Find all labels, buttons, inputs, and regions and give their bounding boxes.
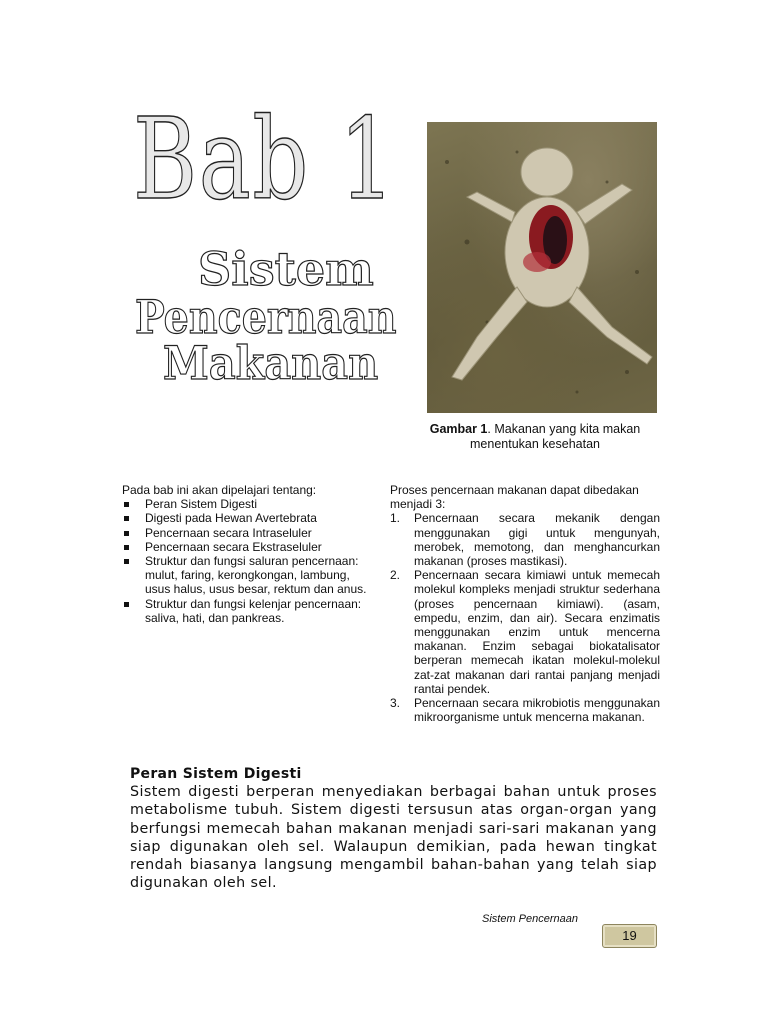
process-item [390,696,660,724]
digestion-process-list [390,483,660,724]
section [130,766,657,893]
topic-item: Struktur dan fungsi saluran pencernaan: mulut, faring, kerongkongan, lambung, usus halus, usus besar, rektum dan anus. [122,554,367,597]
topic-item: Pencernaan secara Ekstraseluler [122,540,367,554]
section-body: Sistem digesti berperan menyediakan berbagai bahan untuk proses metabolisme tubuh. Sistem digesti tersusun atas organ-organ yang berfungsi memecah bahan makanan menjadi sari-sari makanan yang siap digunakan oleh sel. Walaupun demikian, pada hewan tingkat rendah biasanya langsung mengambil bahan-bahan yang telah siap digunakan oleh sel. [130,784,657,892]
page-number: 19 [602,924,657,948]
section-heading: Peran Sistem Digesti [130,766,302,782]
topic-item: Pencernaan secara Intraseluler [122,526,367,540]
dissected-frog-photo-icon [427,122,657,413]
item-number: 2. [390,568,401,583]
figure-caption-text: . Makanan yang kita makan [487,422,641,436]
chapter-number: Bab 1 [133,95,397,225]
figure-label: Gambar 1 [429,422,488,436]
topic-item: Digesti pada Hewan Avertebrata [122,511,367,525]
process-item [390,568,660,696]
topic-item: Peran Sistem Digesti [122,497,367,511]
item-text: Pencernaan secara kimiawi untuk memecah molekul kompleks menjadi struktur sederhana (proses pencernaan kimiawi). (asam, empedu, enzim, dan air). Secara enzimatis menggunakan enzim untuk mencerna makanan. Enzim sebagai biokatalisator berperan memecah ikatan molekul-molekul zat-zat makanan dari rantai panjang menjadi rantai pendek. [414,568,660,696]
item-text: Pencernaan secara mekanik dengan menggunakan gigi untuk mengunyah, merobek, memotong, dan menghancurkan makanan (proses mastikasi). [414,511,660,569]
chapter-title-line: Sistem [198,242,374,296]
item-number: 1. [390,511,401,526]
chapter-title-line: Pencernaan [135,290,397,344]
topics-intro: Pada bab ini akan dipelajari tentang: [122,483,317,497]
figure-caption [400,422,670,452]
running-title: Sistem Pencernaan [482,913,578,925]
item-text: Pencernaan secara mikrobiotis menggunakan mikroorganisme untuk mencerna makanan. [414,696,660,725]
chapter-topics [122,483,367,625]
figure-caption-text-2: menentukan kesehatan [470,437,600,451]
process-item [390,511,660,568]
item-number: 3. [390,696,401,711]
process-intro: Proses pencernaan makanan dapat dibedakan menjadi 3: [390,483,639,512]
topic-item: Struktur dan fungsi kelenjar pencernaan: saliva, hati, dan pankreas. [122,597,367,625]
figure-photo [427,122,657,413]
chapter-title-line: Makanan [163,336,379,390]
